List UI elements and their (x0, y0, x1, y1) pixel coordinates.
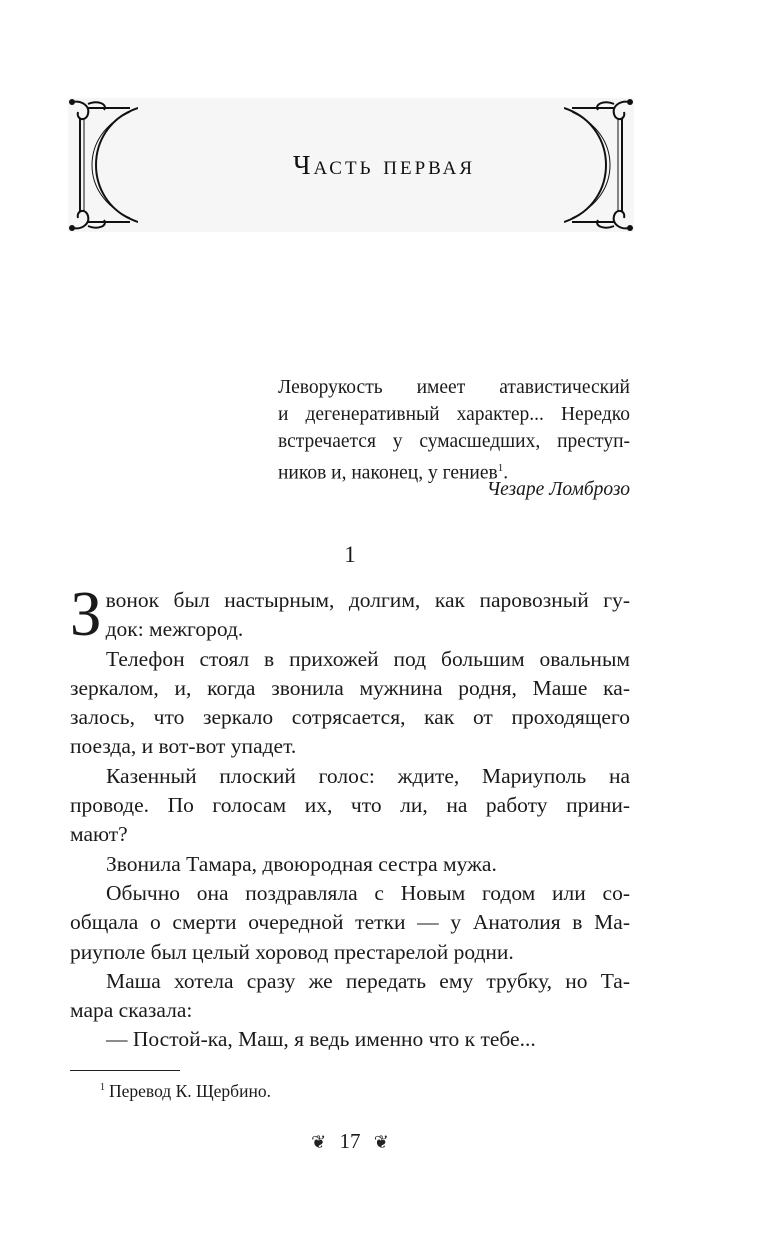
drop-cap: З (70, 579, 102, 649)
body-line: Телефон стоял в прихожей под большим овальным (106, 646, 630, 671)
body-line: поезда, и вот-вот упадет. (70, 734, 297, 759)
chapter-number: 1 (344, 542, 356, 567)
body-paragraphs (70, 645, 630, 1055)
epigraph-line: Леворукость имеет атавистический (278, 377, 630, 398)
ornament-fleuron-icon: ❦ (373, 1132, 389, 1152)
body-line: проводе. По голосам их, что ли, на работу прини- (70, 793, 630, 818)
epigraph-line-text: ников и, наконец, у гениев (278, 462, 498, 484)
body-line: общала о смерти очередной тетки — у Анатолия в Ма- (70, 910, 630, 935)
epigraph-line: и дегенеративный характер... Нередко (278, 404, 630, 425)
body-text (70, 579, 630, 1055)
epigraph-line-end: . (503, 462, 509, 484)
epigraph-author: Чезаре Ломброзо (486, 479, 630, 500)
footnote-marker: 1 (100, 1082, 105, 1094)
footnote-text: Перевод К. Щербино. (109, 1081, 271, 1101)
body-line: мара сказала: (70, 998, 193, 1023)
body-line: Звонила Тамара, двоюродная сестра мужа. (106, 851, 497, 876)
footnote-rule (70, 1070, 180, 1071)
body-line: — Постой-ка, Маш, я ведь именно что к тебе... (106, 1027, 536, 1052)
body-line: зеркалом, и, когда звонила мужнина родня, Маше ка- (70, 675, 630, 700)
epigraph (278, 374, 630, 487)
footnote (100, 1081, 271, 1102)
body-line: риуполе был целый хоровод престарелой родни. (70, 939, 514, 964)
body-line: Казенный плоский голос: ждите, Мариуполь на (106, 763, 630, 788)
epigraph-line: встречается у сумасшедших, преступ- (278, 431, 630, 452)
ornament-fleuron-icon: ❦ (311, 1132, 327, 1152)
page-number: 17 (339, 1129, 361, 1153)
footnote-reference: 1 (497, 462, 504, 474)
body-line: мают? (70, 822, 128, 847)
body-line: вонок был настырным, долгим, как паровозный гу- (105, 588, 630, 612)
body-line: Маша хотела сразу же передать ему трубку, но Та- (106, 968, 630, 993)
body-line: док: межгород. (105, 617, 244, 642)
body-line: Обычно она поздравляла с Новым годом или со- (106, 880, 630, 905)
part-title: Часть первая (292, 150, 476, 180)
page-folio (0, 1129, 700, 1154)
opening-paragraph (70, 579, 630, 649)
body-line: залось, что зеркало сотрясается, как от проходящего (70, 705, 630, 730)
